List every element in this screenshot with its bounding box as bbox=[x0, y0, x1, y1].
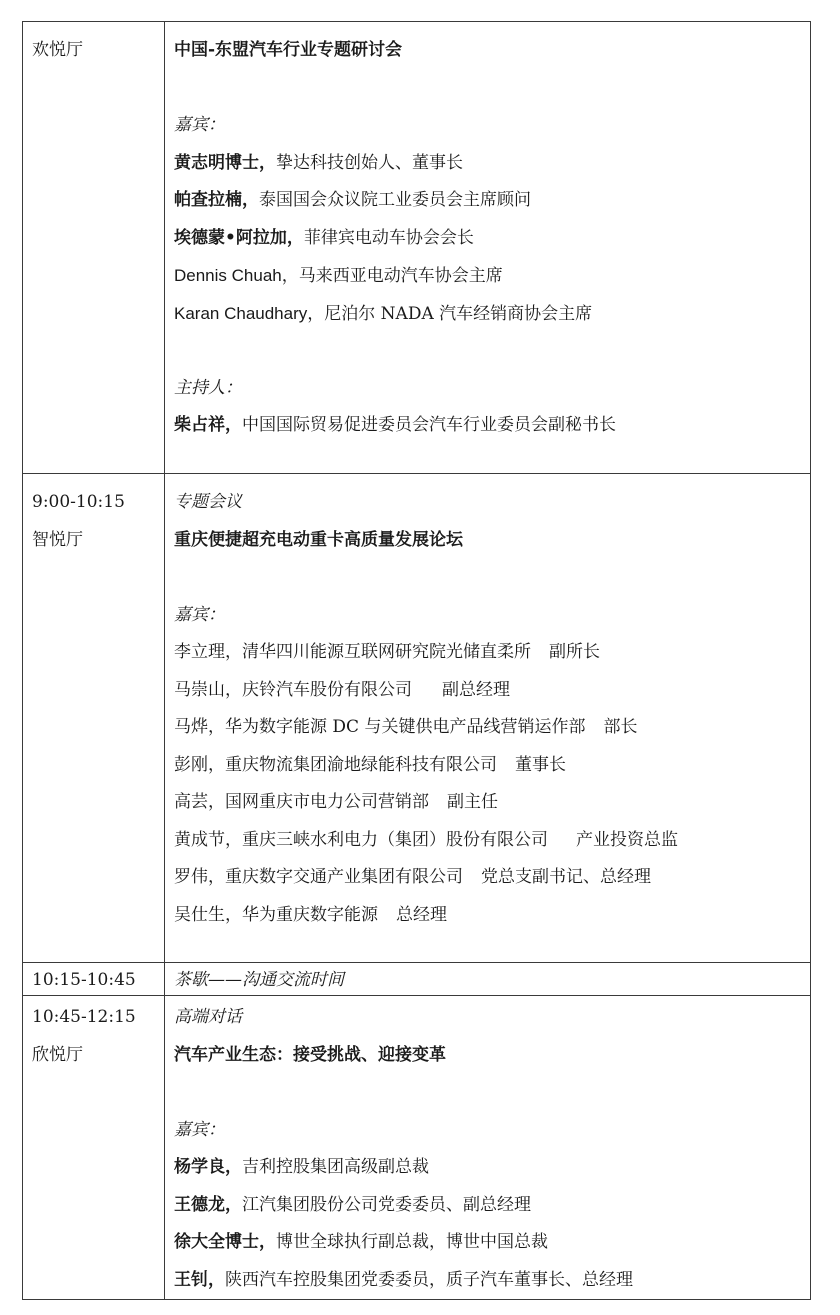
guest-line bbox=[174, 784, 810, 822]
session-content-cell bbox=[165, 474, 811, 963]
guest-name: 吴仕生，华为重庆数字能源 bbox=[174, 904, 378, 925]
guest-line bbox=[174, 1224, 810, 1262]
guest-name: Dennis Chuah， bbox=[174, 266, 299, 285]
guest-name: 帕查拉楠， bbox=[174, 190, 259, 210]
guest-role: 博世全球执行副总裁，博世中国总裁 bbox=[276, 1232, 548, 1252]
guest-role: 党总支副书记、总经理 bbox=[481, 867, 651, 887]
venue-label: 欢悦厅 bbox=[32, 40, 83, 60]
guest-role: 江汽集团股份公司党委委员、副总经理 bbox=[242, 1194, 531, 1215]
guest-line bbox=[174, 295, 810, 333]
session-time-cell bbox=[23, 996, 165, 1300]
session-type: 专题会议 bbox=[174, 492, 242, 512]
session-content-cell bbox=[165, 22, 811, 474]
guest-name: 马崇山，庆铃汽车股份有限公司 bbox=[174, 679, 412, 700]
guest-role: 副主任 bbox=[447, 792, 498, 812]
session-title: 重庆便捷超充电动重卡高质量发展论坛 bbox=[174, 529, 463, 550]
guest-role: 马来西亚电动汽车协会主席 bbox=[298, 266, 503, 286]
guest-role: 副所长 bbox=[549, 642, 600, 662]
guest-line bbox=[174, 220, 810, 258]
guest-name: 黄志明博士， bbox=[174, 152, 276, 173]
guest-role: 总经理 bbox=[396, 904, 447, 925]
guest-name: 高芸，国网重庆市电力公司营销部 bbox=[174, 792, 429, 812]
session-time-cell bbox=[23, 963, 165, 996]
guest-name: 黄成节，重庆三峡水利电力（集团）股份有限公司 bbox=[174, 829, 548, 850]
session-content-cell bbox=[165, 996, 811, 1300]
venue-label: 智悦厅 bbox=[32, 529, 83, 550]
guest-role: 吉利控股集团高级副总裁 bbox=[242, 1157, 429, 1177]
guest-name: 埃德蒙•阿拉加， bbox=[174, 227, 304, 248]
guest-name: 王德龙， bbox=[174, 1194, 242, 1215]
guest-name: Karan Chaudhary， bbox=[174, 303, 325, 323]
session-time-cell bbox=[23, 474, 165, 963]
guests-label: 嘉宾： bbox=[174, 115, 225, 135]
session-time: 10:45-12:15 bbox=[32, 1007, 136, 1027]
session-title: 汽车产业生态：接受挑战、迎接变革 bbox=[174, 1044, 446, 1065]
guest-name: 杨学良， bbox=[174, 1157, 242, 1177]
session-row bbox=[23, 963, 811, 996]
guest-line bbox=[174, 897, 810, 935]
session-row bbox=[23, 996, 811, 1300]
guest-line bbox=[174, 859, 810, 897]
guest-line bbox=[174, 1262, 810, 1300]
guest-line bbox=[174, 634, 810, 672]
session-time: 10:15-10:45 bbox=[32, 970, 136, 990]
guest-line bbox=[174, 182, 810, 220]
guest-line bbox=[174, 822, 810, 860]
guest-role: 董事长 bbox=[515, 754, 566, 775]
session-row bbox=[23, 474, 811, 963]
session-type: 茶歇——沟通交流时间 bbox=[174, 970, 344, 990]
guest-line bbox=[174, 709, 810, 747]
guest-name: 罗伟，重庆数字交通产业集团有限公司 bbox=[174, 867, 463, 887]
guest-role: 挚达科技创始人、董事长 bbox=[276, 152, 463, 173]
session-content-cell bbox=[165, 963, 811, 996]
guest-line bbox=[174, 257, 810, 295]
session-time: 9:00-10:15 bbox=[32, 492, 125, 512]
guest-role: 部长 bbox=[603, 717, 638, 737]
guests-label: 嘉宾： bbox=[174, 1119, 225, 1140]
guest-line bbox=[174, 747, 810, 785]
guest-role: 产业投资总监 bbox=[576, 829, 678, 850]
agenda-table bbox=[22, 21, 811, 1300]
guest-name: 王钊， bbox=[174, 1269, 225, 1290]
guest-line bbox=[174, 1149, 810, 1187]
host-line bbox=[174, 407, 810, 445]
guest-line bbox=[174, 672, 810, 710]
host-name: 柴占祥， bbox=[174, 415, 242, 435]
session-type: 高端对话 bbox=[174, 1007, 242, 1027]
guest-line bbox=[174, 1187, 810, 1225]
guest-name: 李立理，清华四川能源互联网研究院光储直柔所 bbox=[174, 642, 531, 662]
host-label: 主持人： bbox=[174, 377, 242, 398]
guest-name: 马烨，华为数字能源 DC 与关键供电产品线营销运作部 bbox=[174, 717, 586, 737]
guest-line bbox=[174, 145, 810, 183]
guest-role: 陕西汽车控股集团党委委员，质子汽车董事长、总经理 bbox=[225, 1269, 633, 1290]
session-title: 中国-东盟汽车行业专题研讨会 bbox=[174, 40, 403, 60]
guests-label: 嘉宾： bbox=[174, 604, 225, 625]
guest-role: 副总经理 bbox=[442, 679, 510, 700]
session-row bbox=[23, 22, 811, 474]
guest-name: 徐大全博士， bbox=[174, 1232, 276, 1252]
guest-name: 彭刚，重庆物流集团渝地绿能科技有限公司 bbox=[174, 754, 497, 775]
session-time-cell bbox=[23, 22, 165, 474]
venue-label: 欣悦厅 bbox=[32, 1044, 83, 1065]
guest-role: 泰国国会众议院工业委员会主席顾问 bbox=[259, 190, 531, 210]
guest-role: 尼泊尔 NADA 汽车经销商协会主席 bbox=[324, 303, 593, 324]
host-role: 中国国际贸易促进委员会汽车行业委员会副秘书长 bbox=[242, 415, 616, 435]
guest-role: 菲律宾电动车协会会长 bbox=[303, 227, 474, 248]
